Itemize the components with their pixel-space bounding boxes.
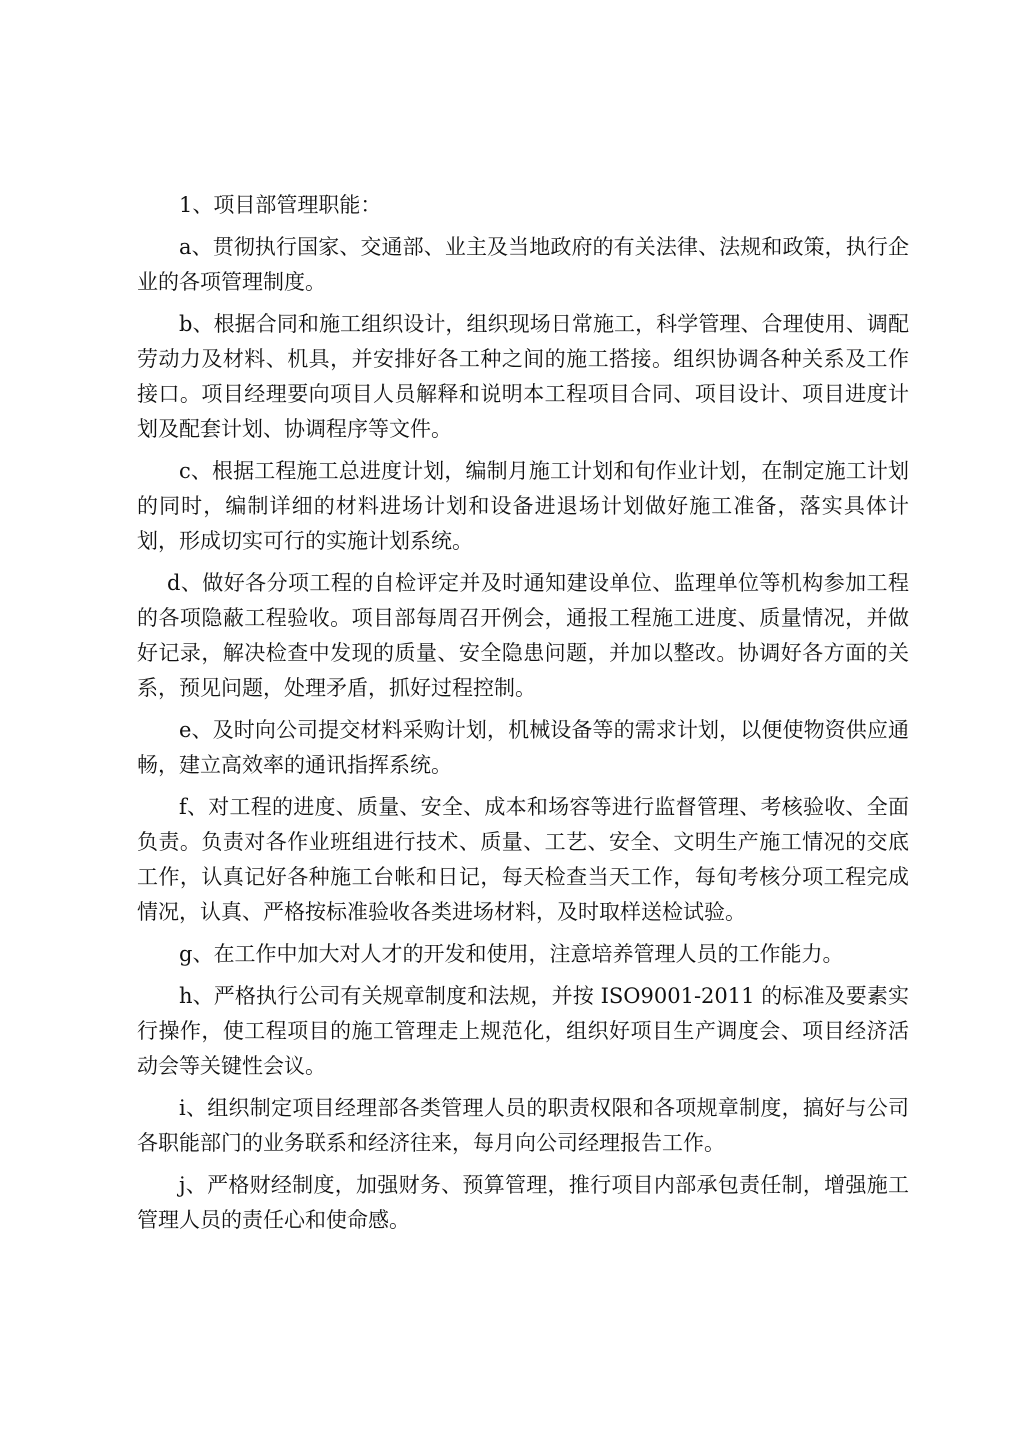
paragraph-d: d、做好各分项工程的自检评定并及时通知建设单位、监理单位等机构参加工程的各项隐蔽工程验收。项目部每周召开例会，通报工程施工进度、质量情况，并做好记录，解决检查中发现的质量、安全隐患问题，并加以整改。协调好各方面的关系，预见问题，处理矛盾，抓好过程控制。 xyxy=(137,571,909,700)
paragraph-a: a、贯彻执行国家、交通部、业主及当地政府的有关法律、法规和政策，执行企业的各项管理制度。 xyxy=(137,235,909,294)
paragraph-c: c、根据工程施工总进度计划，编制月施工计划和旬作业计划，在制定施工计划的同时，编制详细的材料进场计划和设备进退场计划做好施工准备，落实具体计划，形成切实可行的实施计划系统。 xyxy=(137,459,909,553)
paragraph-i: i、组织制定项目经理部各类管理人员的职责权限和各项规章制度，搞好与公司各职能部门的业务联系和经济往来，每月向公司经理报告工作。 xyxy=(137,1096,909,1155)
document-body xyxy=(137,188,909,1245)
paragraph-j: j、严格财经制度，加强财务、预算管理，推行项目内部承包责任制，增强施工管理人员的责任心和使命感。 xyxy=(137,1173,909,1232)
section-heading: 1、项目部管理职能： xyxy=(179,193,382,217)
paragraph-f: f、对工程的进度、质量、安全、成本和场容等进行监督管理、考核验收、全面负责。负责对各作业班组进行技术、质量、工艺、安全、文明生产施工情况的交底工作，认真记好各种施工台帐和日记，每天检查当天工作，每旬考核分项工程完成情况，认真、严格按标准验收各类进场材料，及时取样送检试验。 xyxy=(137,795,909,924)
paragraph-e: e、及时向公司提交材料采购计划，机械设备等的需求计划，以便使物资供应通畅，建立高效率的通讯指挥系统。 xyxy=(137,718,909,777)
paragraph-h: h、严格执行公司有关规章制度和法规，并按 ISO9001-2011 的标准及要素实行操作，使工程项目的施工管理走上规范化，组织好项目生产调度会、项目经济活动会等关键性会议。 xyxy=(137,984,909,1078)
paragraph-g: g、在工作中加大对人才的开发和使用，注意培养管理人员的工作能力。 xyxy=(179,942,844,966)
paragraph-b: b、根据合同和施工组织设计，组织现场日常施工，科学管理、合理使用、调配劳动力及材料、机具，并安排好各工种之间的施工搭接。组织协调各种关系及工作接口。项目经理要向项目人员解释和说明本工程项目合同、项目设计、项目进度计划及配套计划、协调程序等文件。 xyxy=(137,312,909,441)
